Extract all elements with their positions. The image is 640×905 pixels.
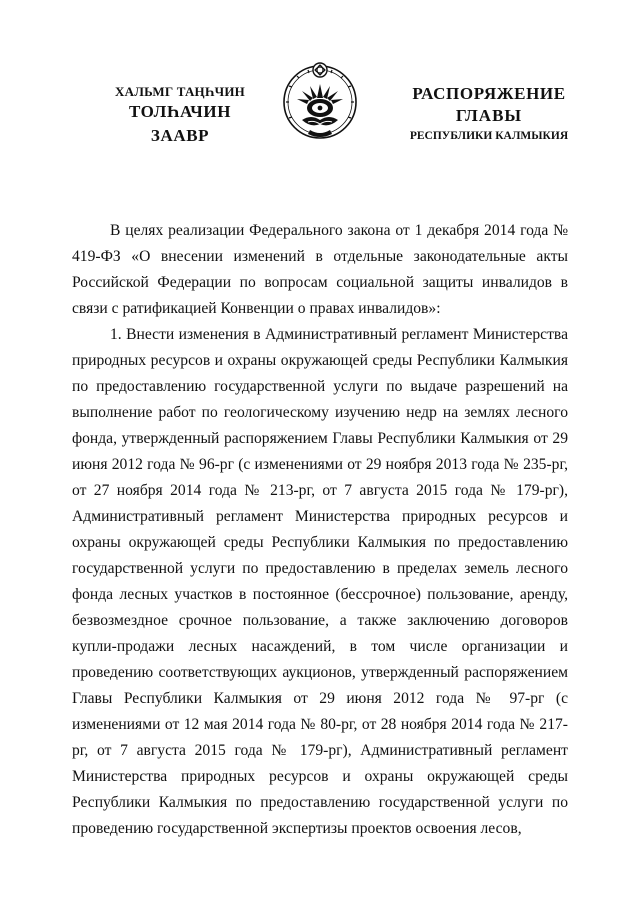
item-1-paragraph: 1. Внести изменения в Административный регламент Министерства природных ресурсов и охраны окружающей среды Республики Калмыкия по предоставлению государственной услуги по выдаче разрешений на выполнение работ по геологическому изучению недр на землях лесного фонда, утвержденный распоряжением Главы Республики Калмыкия от 29 июня 2012 года № 96-рг (с изменениями от 29 ноября 2013 года № 235-рг, от 27 ноября 2014 года № 213-рг, от 7 августа 2015 года № 179-рг), Административный регламент Министерства природных ресурсов и охраны окружающей среды Республики Калмыкия по предоставлению государственной услуги по предоставлению в пределах земель лесного фонда лесных участков в постоянное (бессрочное) пользование, аренду, безвозмездное срочное пользование, а также заключению договоров купли-продажи лесных насаждений, в том числе организации и проведению соответствующих аукционов, утвержденный распоряжением Главы Республики Калмыкия от 29 июня 2012 года № 97-рг (с изменениями от 12 мая 2014 года № 80-рг, от 28 ноября 2014 года № 217-рг, от 7 августа 2015 года № 179-рг), Административный регламент Министерства природных ресурсов и охраны окружающей среды Республики Калмыкия по предоставлению государственной услуги по проведению государственной экспертизы проектов освоения лесов, (72, 326, 568, 837)
header-left-line1: ХАЛЬМГ ТАҢҺЧИН (115, 84, 245, 99)
header-kalmyk-title (100, 84, 260, 146)
header-right-line2: ГЛАВЫ (455, 106, 523, 125)
preamble-paragraph: В целях реализации Федерального закона от 1 декабря 2014 года № 419-ФЗ «О внесении изменений в отдельные законодательные акты Российской Федерации по вопросам социальной защиты инвалидов в связи с ратификацией Конвенции о правах инвалидов»: (72, 222, 568, 317)
document-header (0, 58, 640, 148)
document-body (72, 218, 568, 842)
republic-of-kalmykia-emblem-icon (280, 58, 360, 142)
header-right-line1: РАСПОРЯЖЕНИЕ (412, 84, 566, 103)
header-left-line2: ТОЛҺАЧИН (128, 102, 232, 121)
header-left-line3: ЗААВР (150, 126, 210, 145)
header-russian-title (400, 84, 578, 142)
header-right-line3: РЕСПУБЛИКИ КАЛМЫКИЯ (409, 130, 569, 142)
